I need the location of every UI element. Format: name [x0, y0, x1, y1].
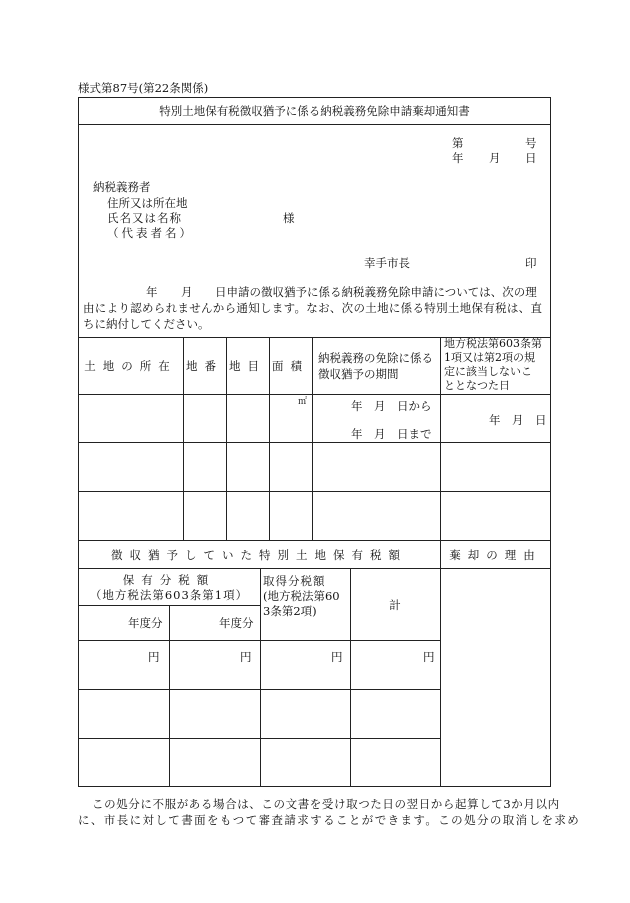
header-acquisition-law-1: (地方税法第60 — [263, 589, 340, 603]
body-month: 月 — [181, 285, 193, 299]
header-holding-law: （地方税法第603条第1項） — [89, 588, 249, 602]
address-label: 住所又は所在地 — [107, 196, 188, 210]
header-acquisition-law-2: 3条第2項) — [263, 604, 317, 618]
yen-unit: 円 — [240, 650, 252, 664]
rule — [440, 337, 441, 787]
ineligible-date: 年 月 日 — [489, 413, 547, 427]
date-day: 日 — [525, 151, 537, 165]
seal-mark: 印 — [525, 256, 537, 270]
document-title: 特別土地保有税徴収猶予に係る納税義務免除申請棄却通知書 — [159, 104, 470, 118]
taxpayer-heading: 納税義務者 — [93, 180, 151, 194]
rule — [78, 491, 551, 492]
header-area: 面積 — [272, 359, 309, 373]
header-date-3: 定に該当しないこ — [444, 365, 532, 378]
rule — [169, 605, 170, 787]
header-date-4: ととなつた日 — [444, 379, 510, 392]
fiscal-year-1: 年度分 — [128, 616, 163, 630]
body-line-3: ちに納付してください。 — [83, 317, 210, 331]
doc-number-dai: 第 — [452, 136, 464, 150]
header-holding-tax: 保有分税額 — [122, 573, 216, 587]
rule — [78, 689, 440, 690]
rule — [78, 568, 551, 569]
rule — [78, 442, 551, 443]
rule — [312, 337, 313, 540]
header-date-2: 1項又は第2項の規 — [444, 351, 535, 364]
header-acquisition-tax: 取得分税額 — [263, 574, 326, 588]
body-year: 年 — [146, 285, 158, 299]
period-to: 年 月 日まで — [351, 427, 432, 441]
yen-unit: 円 — [148, 650, 160, 664]
header-land-location: 土地の所在 — [84, 359, 177, 373]
header-date-1: 地方税法第603条第 — [444, 337, 542, 350]
appeal-notice-line-2: に、市長に対して書面をもつて審査請求することができます。この処分の取消しを求め — [78, 813, 581, 827]
appeal-notice-line-1: この処分に不服がある場合は、この文書を受け取つた日の翌日から起算して3か月以内 — [92, 797, 560, 811]
yen-unit: 円 — [331, 650, 343, 664]
representative-label: （代表者名） — [107, 226, 194, 240]
form-number-label: 様式第87号(第22条関係) — [78, 81, 209, 95]
name-label: 氏名又は名称 — [107, 211, 182, 225]
header-deferred-tax: 徴収猶予していた特別土地保有税額 — [111, 548, 407, 562]
header-land-category: 地目 — [229, 359, 266, 373]
rule — [78, 738, 440, 739]
doc-number-go: 号 — [525, 136, 537, 150]
honorific-sama: 様 — [283, 211, 295, 225]
rule — [78, 540, 551, 541]
period-from: 年 月 日から — [351, 399, 432, 413]
rule — [260, 568, 261, 787]
header-period-2: 徴収猶予の期間 — [318, 367, 399, 381]
yen-unit: 円 — [423, 650, 435, 664]
date-year: 年 — [452, 151, 464, 165]
rule — [78, 640, 440, 641]
header-lot-number: 地番 — [186, 359, 223, 373]
date-month: 月 — [489, 151, 501, 165]
header-period-1: 納税義務の免除に係る — [318, 351, 433, 365]
body-line-2: 由により認められませんから通知します。なお、次の土地に係る特別土地保有税は、直 — [83, 301, 543, 315]
rule — [78, 124, 551, 125]
header-rejection-reason: 棄却の理由 — [449, 548, 542, 562]
area-unit: ㎡ — [298, 397, 308, 407]
issuer-mayor: 幸手市長 — [364, 256, 410, 270]
rule — [78, 394, 551, 395]
body-line-1: 日申請の徴収猶予に係る納税義務免除申請については、次の理 — [215, 285, 537, 299]
header-total: 計 — [389, 598, 401, 612]
fiscal-year-2: 年度分 — [219, 616, 254, 630]
